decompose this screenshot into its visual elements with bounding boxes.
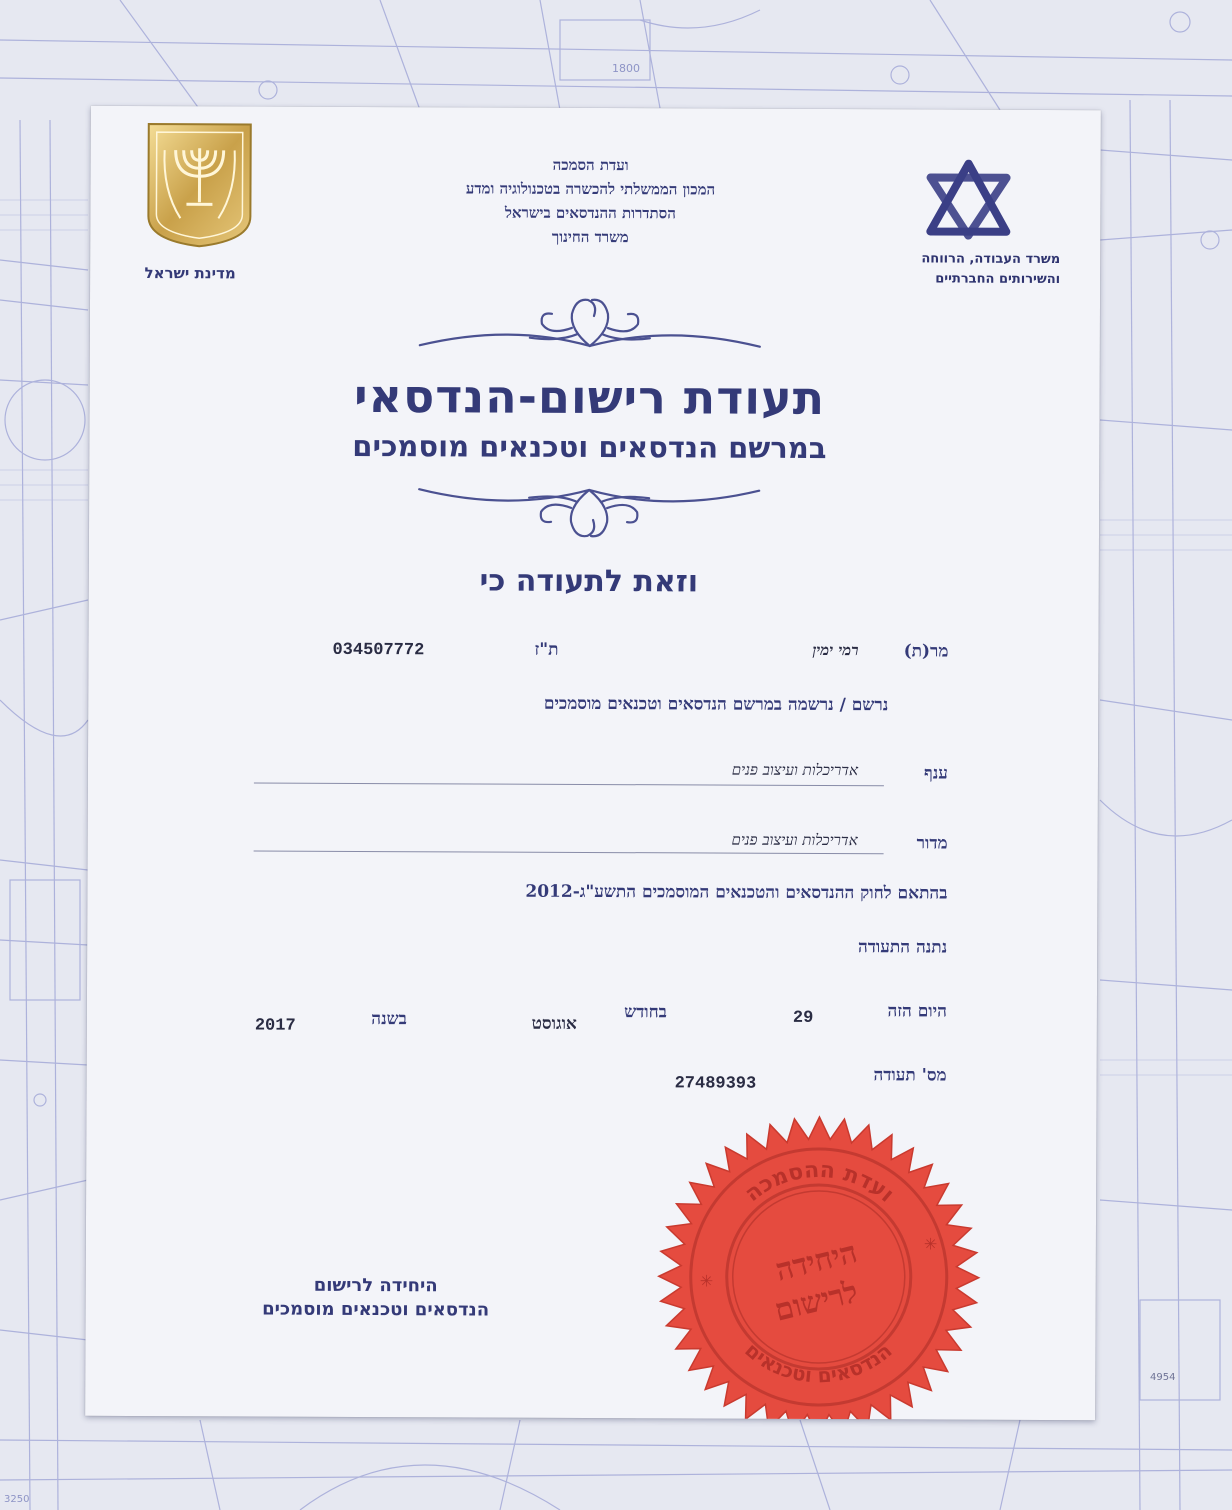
month-label: בחודש (624, 1002, 667, 1023)
issued-text: נתנה התעודה (857, 937, 948, 958)
certificate-subtitle: במרשם הנדסאים וטכנאים מוסמכים (352, 428, 827, 466)
intro-text: וזאת לתעודה כי (479, 563, 699, 600)
law-text: בהתאם לחוק ההנדסאים והטכנאים המוסמכים התשע"ג-2012 (525, 881, 948, 904)
certificate-sheet (85, 106, 1101, 1420)
registered-text: נרשם / נרשמה במרשם הנדסאים וטכנאים מוסמכים (543, 693, 889, 716)
branch-underline (254, 783, 884, 787)
ministry-star-logo-icon (916, 159, 1020, 239)
state-of-israel-emblem-icon (140, 120, 259, 249)
seal-inner-text: לרישום (771, 1274, 862, 1329)
branch-value: אדריכלות ועיצוב פנים (731, 760, 859, 780)
ornament-top-icon (410, 287, 770, 361)
section-underline (254, 851, 884, 855)
section-value: אדריכלות ועיצוב פנים (731, 830, 858, 850)
seal-bottom-text: הנדסאים וטכנאים (740, 1337, 897, 1388)
cert-number-label: מס' תעודה (873, 1065, 947, 1086)
year-value: 2017 (254, 1016, 296, 1036)
name-value: רמי ימין (812, 640, 859, 660)
header-line: משרד החינוך (551, 227, 629, 247)
month-value: אוגוסט (531, 1013, 577, 1034)
seal-outer-text: ועדת ההסמכה (740, 1157, 899, 1208)
emblem-caption: מדינת ישראל (144, 264, 236, 283)
id-label: ת"ז (534, 639, 559, 660)
year-label: בשנה (371, 1009, 407, 1030)
branch-label: ענף (923, 763, 949, 784)
drawing-number: 3250 (4, 1494, 30, 1505)
issuing-unit-line: היחידה לרישום (313, 1274, 438, 1297)
seal-star-icon: ✳ (699, 1271, 714, 1291)
header-line: המכון הממשלתי להכשרה בטכנולוגיה ומדע (465, 179, 716, 199)
seal-inner-text: היחידה (772, 1234, 861, 1289)
seal-star-icon: ✳ (923, 1234, 938, 1254)
cert-number-value: 27489393 (674, 1074, 757, 1094)
ministry-line: והשירותים החברתיים (935, 271, 1061, 288)
header-line: הסתדרות ההנדסאים בישראל (504, 203, 676, 223)
certificate-title: תעודת רישום-הנדסאי (353, 368, 826, 426)
name-label: מר(ת) (903, 641, 949, 662)
id-value: 034507772 (332, 640, 425, 661)
drawing-number: 1800 (612, 62, 640, 75)
day-value: 29 (792, 1008, 814, 1028)
drawing-number: 4954 (1150, 1372, 1176, 1383)
issuing-unit-line: הנדסאים וטכנאים מוסמכים (262, 1298, 490, 1321)
red-seal-icon (633, 1098, 1004, 1420)
day-label: היום הזה (887, 1001, 947, 1022)
ornament-bottom-icon (409, 475, 769, 549)
section-label: מדור (916, 833, 948, 854)
header-line: ועדת הסמכה (552, 155, 629, 175)
ministry-line: משרד העבודה, הרווחה (921, 251, 1061, 268)
